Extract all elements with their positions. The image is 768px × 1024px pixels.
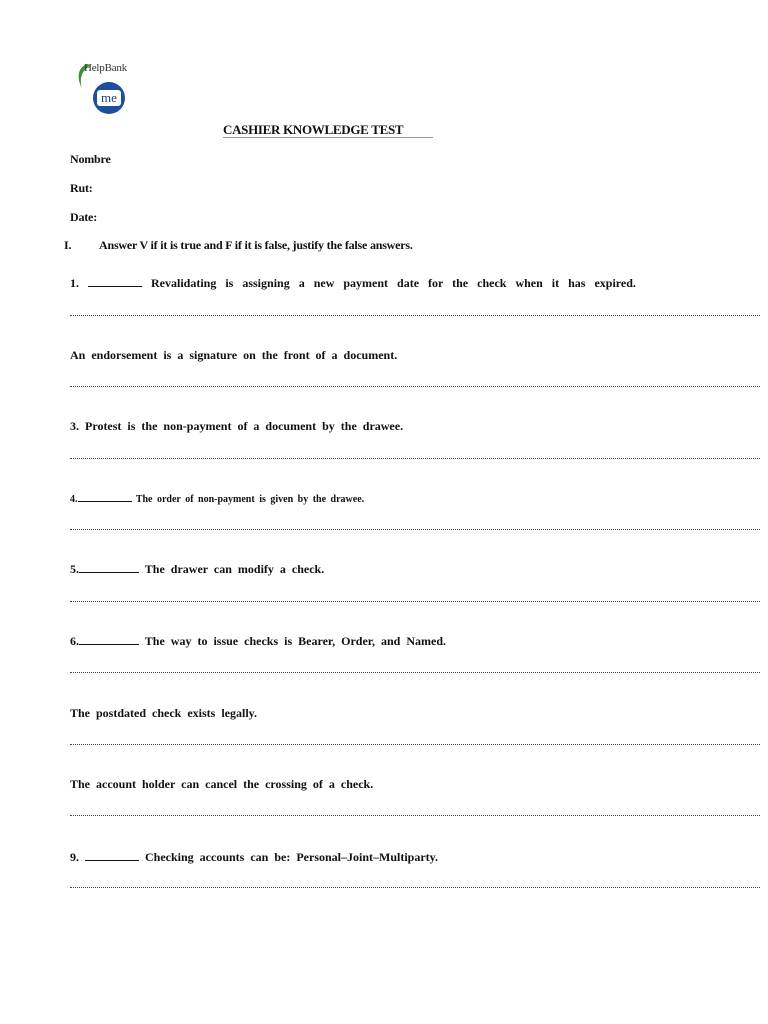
justification-line[interactable] [70, 815, 760, 816]
justification-line[interactable] [70, 315, 760, 316]
section-instruction: Answer V if it is true and F if it is false, justify the false answers. [99, 238, 413, 252]
question-text: An endorsement is a signature on the front of a document. [70, 348, 398, 362]
question-number: 3. [70, 419, 79, 433]
section-number: I. [64, 238, 72, 252]
question-text: The postdated check exists legally. [70, 706, 258, 720]
name-field-label: Nombre [70, 152, 111, 166]
page-title: CASHIER KNOWLEDGE TEST [223, 122, 433, 138]
question-number: 1. [70, 276, 79, 290]
question-2 [70, 348, 397, 363]
question-text: The drawer can modify a check. [144, 562, 325, 576]
justification-line[interactable] [70, 458, 760, 459]
question-7 [70, 706, 257, 721]
justification-line[interactable] [70, 672, 760, 673]
date-field-label: Date: [70, 210, 97, 224]
justification-line[interactable] [70, 887, 760, 888]
helpbank-logo [74, 58, 146, 120]
question-5 [70, 562, 324, 577]
rut-field-label: Rut: [70, 181, 93, 195]
question-6 [70, 634, 446, 649]
question-text: The account holder can cancel the crossing of a check. [70, 777, 374, 791]
question-text: Checking accounts can be: Personal–Joint–Multiparty. [145, 850, 438, 864]
question-number: 6. [70, 634, 79, 648]
logo-brand-text: HelpBank [84, 62, 128, 74]
question-number: 5. [70, 562, 79, 576]
answer-blank[interactable] [79, 634, 139, 645]
answer-blank[interactable] [79, 562, 139, 573]
question-text: The order of non-payment is given by the drawee. [135, 494, 365, 505]
justification-line[interactable] [70, 744, 760, 745]
question-text: The way to issue checks is Bearer, Order, and Named. [144, 634, 447, 648]
question-9 [70, 850, 438, 865]
question-number: 9. [70, 850, 79, 864]
question-1 [70, 276, 636, 291]
question-4 [70, 491, 364, 505]
logo-mark: me [97, 90, 121, 106]
answer-blank[interactable] [78, 491, 132, 502]
question-3 [70, 419, 403, 434]
logo-circle [93, 82, 125, 114]
justification-line[interactable] [70, 529, 760, 530]
question-number: 4. [70, 494, 78, 505]
question-8 [70, 777, 373, 792]
question-text: Revalidating is assigning a new payment date for the check when it has expired. [151, 276, 636, 290]
question-text: Protest is the non-payment of a document by the drawee. [85, 419, 404, 433]
justification-line[interactable] [70, 386, 760, 387]
answer-blank[interactable] [88, 276, 142, 287]
answer-blank[interactable] [85, 850, 139, 861]
justification-line[interactable] [70, 601, 760, 602]
